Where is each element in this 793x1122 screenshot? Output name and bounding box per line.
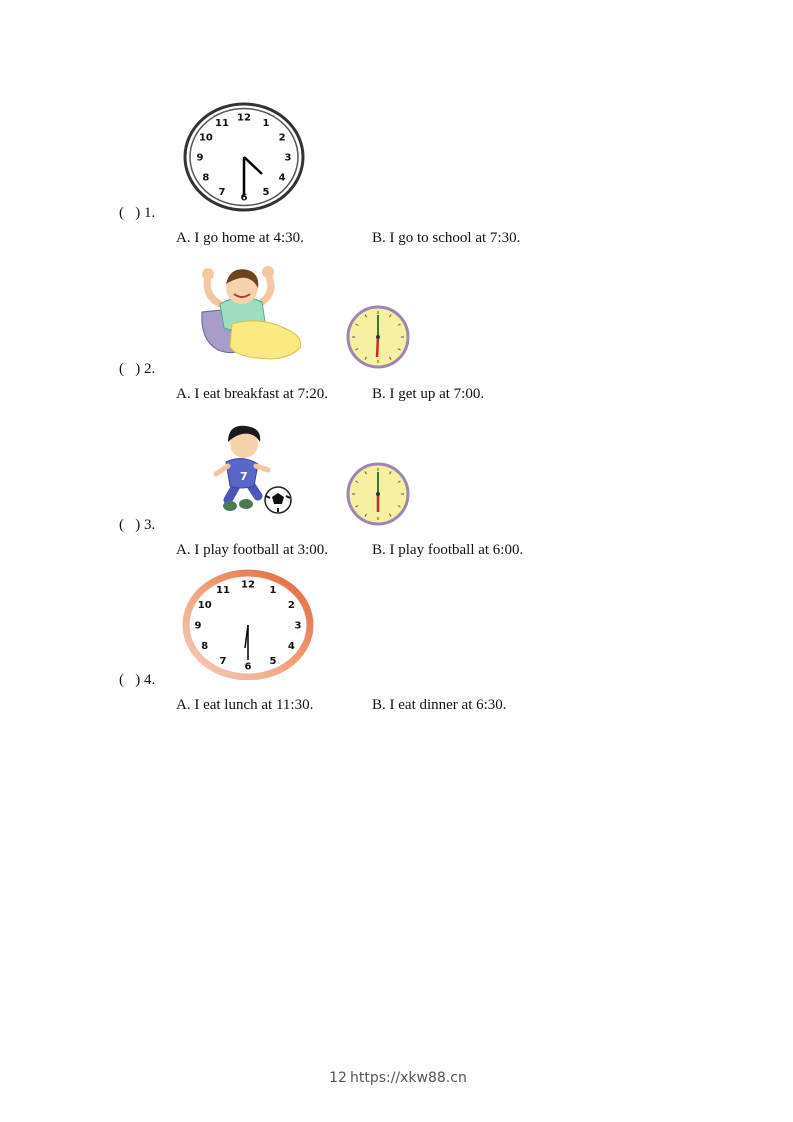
page-number: 12	[329, 1070, 347, 1086]
small-clock-image-2	[346, 305, 410, 369]
boy-waking-up-image	[196, 262, 306, 364]
clock-numeral: 2	[278, 132, 286, 144]
orange-clock-image	[182, 568, 318, 680]
clock-numeral: 6	[244, 661, 252, 673]
clock-numeral: 4	[287, 641, 295, 652]
small-clock-image-3	[346, 462, 410, 526]
clock-numeral: 9	[196, 152, 204, 164]
option-a: A. I eat breakfast at 7:20.	[176, 386, 329, 402]
clock-numeral: 12	[241, 579, 255, 591]
option-a: A. I go home at 4:30.	[176, 230, 304, 246]
clock-numeral: 11	[216, 585, 230, 596]
option-b: B. I go to school at 7:30.	[372, 230, 521, 246]
clock-numeral: 7	[219, 656, 227, 667]
question-number: ( ) 3.	[119, 517, 156, 533]
option-b: B. I eat dinner at 6:30.	[372, 697, 507, 713]
clock-numeral: 5	[269, 656, 277, 667]
clock-numeral: 8	[202, 172, 210, 184]
clock-numeral: 11	[215, 117, 229, 129]
clock-numeral: 1	[269, 585, 277, 596]
option-b: B. I get up at 7:00.	[372, 386, 485, 402]
svg-text:7: 7	[240, 470, 248, 483]
option-a: A. I eat lunch at 11:30.	[176, 697, 314, 713]
clock-numeral: 10	[197, 600, 212, 611]
clock-numeral: 2	[287, 600, 295, 611]
footer-url[interactable]: https://xkw88.cn	[349, 1070, 467, 1086]
question-number: ( ) 4.	[119, 672, 156, 688]
question-number: ( ) 1.	[119, 205, 156, 221]
page-footer	[0, 1070, 793, 1086]
clock-numeral: 7	[218, 187, 226, 199]
clock-numeral: 8	[201, 641, 209, 652]
clock-numeral: 4	[278, 172, 286, 184]
clock-numeral: 10	[198, 132, 213, 144]
clock-numeral: 6	[240, 192, 248, 204]
question-number: ( ) 2.	[119, 361, 156, 377]
clock-numeral: 1	[262, 117, 270, 129]
clock-numeral: 3	[284, 152, 292, 164]
boy-playing-football-image	[206, 420, 298, 518]
clock-numeral: 12	[237, 112, 251, 124]
clock-numeral: 5	[262, 187, 270, 199]
option-b: B. I play football at 6:00.	[372, 542, 524, 558]
option-a: A. I play football at 3:00.	[176, 542, 329, 558]
clock-image-1	[182, 101, 306, 213]
clock-numeral: 3	[294, 620, 302, 632]
clock-numeral: 9	[194, 620, 202, 632]
